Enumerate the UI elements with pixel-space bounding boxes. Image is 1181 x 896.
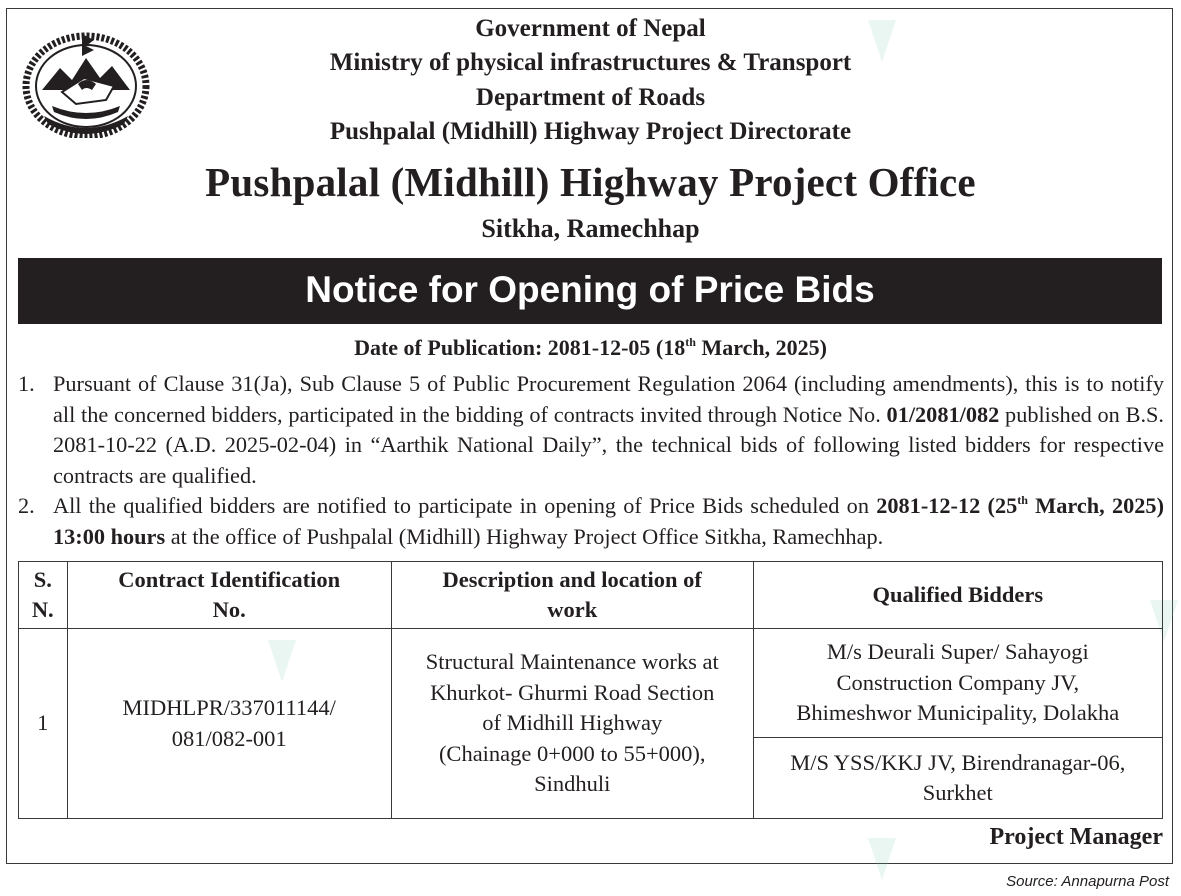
paragraph-body (53, 491, 1164, 552)
header-text: work (547, 597, 598, 622)
description-line: of Midhill Highway (482, 710, 663, 736)
contract-id-part: 081/082-001 (171, 725, 287, 751)
paragraph-text: at the office of Pushpalal (Midhill) Highway Project Office Sitkha, Ramechhap. (165, 523, 884, 549)
header-text: Description and location of (442, 566, 702, 592)
header-text: Contract Identification (118, 566, 341, 592)
column-header-bidders: Qualified Bidders (753, 562, 1162, 629)
header-ministry: Ministry of physical infrastructures & Transport (329, 49, 852, 76)
cell-contract-id (67, 629, 391, 819)
publication-date-sup: th (685, 335, 696, 349)
header-office: Pushpalal (Midhill) Highway Project Office (205, 159, 976, 205)
source-credit: Source: Annapurna Post (1006, 873, 1169, 890)
paragraph-text: All the qualified bidders are notified to participate in opening of Price Bids scheduled on (53, 493, 877, 518)
header-department: Department of Roads (475, 84, 706, 111)
header-location: Sitkha, Ramechhap (481, 214, 700, 243)
description-line: Sindhuli (534, 771, 611, 797)
description-line: Structural Maintenance works at (425, 649, 719, 675)
qualified-bidders-table (18, 561, 1163, 819)
notice-number: 01/2081/082 (886, 401, 1000, 427)
table-row (19, 629, 1163, 738)
paragraph-text: published on B.S. 2081-10-22 (A.D. 2025-02-04) in “Aarthik National Daily”, the technical bids of following listed bidders for respective contracts are qualified. (53, 401, 1164, 488)
publication-date (0, 335, 1181, 361)
table-header-row (19, 562, 1163, 629)
paragraph-1 (18, 369, 1164, 491)
column-header-contract (67, 562, 391, 629)
description-line: Khurkot- Ghurmi Road Section (430, 679, 715, 705)
cell-bidder (753, 738, 1162, 819)
header-text: S. (33, 566, 52, 592)
bidder-line: Bhimeshwor Municipality, Dolakha (796, 700, 1120, 726)
column-header-description (391, 562, 753, 629)
paragraph-number: 1. (18, 371, 35, 396)
bidder-line: Surkhet (922, 780, 993, 805)
header-government: Government of Nepal (475, 15, 706, 42)
bidder-line: M/S YSS/KKJ JV, Birendranagar-06, (790, 749, 1126, 775)
column-header-sn (19, 562, 68, 629)
header-text: No. (212, 597, 246, 622)
publication-date-label: Date of Publication: 2081-12-05 (18 (354, 335, 686, 360)
signature-project-manager: Project Manager (989, 824, 1163, 850)
bid-opening-date-part: March, 2025) 13:00 hours (53, 493, 1164, 549)
cell-bidder (753, 629, 1162, 738)
notice-title-banner: Notice for Opening of Price Bids (18, 258, 1162, 324)
publication-date-rest: March, 2025) (695, 335, 827, 360)
description-line: (Chainage 0+000 to 55+000), (438, 740, 706, 766)
bid-opening-date-sup: th (1017, 493, 1028, 507)
paragraph-2 (18, 491, 1164, 552)
bidder-line: Construction Company JV, (836, 669, 1080, 695)
cell-sn: 1 (19, 629, 68, 819)
header-text: N. (31, 597, 54, 622)
cell-description (391, 629, 753, 819)
paragraph-number: 2. (18, 493, 35, 518)
bidder-line: M/s Deurali Super/ Sahayogi (826, 639, 1089, 665)
bid-opening-date-part: 2081-12-12 (25 (876, 493, 1018, 518)
header-directorate: Pushpalal (Midhill) Highway Project Directorate (329, 118, 852, 145)
contract-id-part: MIDHLPR/337011144/ (122, 695, 336, 720)
paragraph-body (53, 369, 1164, 491)
paragraph-text: Pursuant of Clause 31(Ja), Sub Clause 5 of Public Procurement Regulation 2064 (including amendments), this is to notify all the concerned bidders, participated in the bidding of contracts invited through Notice No. (53, 371, 1164, 427)
